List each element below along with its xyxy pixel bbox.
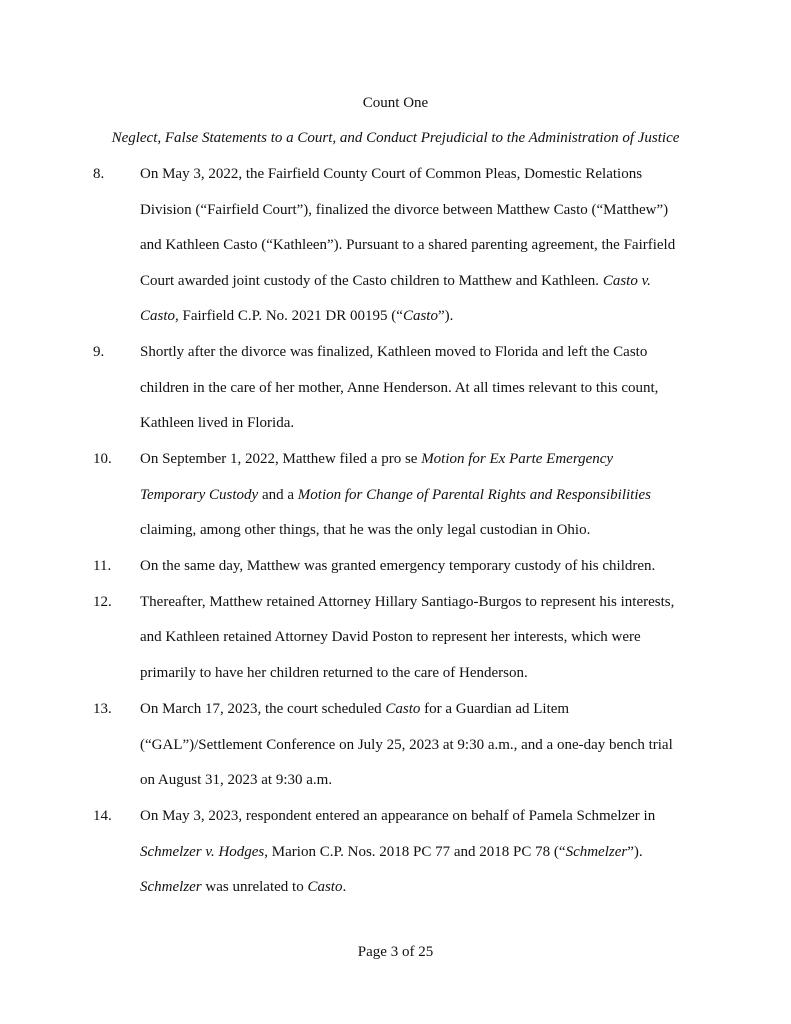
paragraph-line: and Kathleen retained Attorney David Poston to represent her interests, which were <box>140 629 641 645</box>
paragraph-line: primarily to have her children returned to the care of Henderson. <box>140 665 528 681</box>
paragraph-line: Division (“Fairfield Court”), finalized the divorce between Matthew Casto (“Matthew”) <box>140 202 669 218</box>
paragraph-line: Thereafter, Matthew retained Attorney Hillary Santiago-Burgos to represent his interests, <box>140 594 675 610</box>
count-subheading: Neglect, False Statements to a Court, and Conduct Prejudicial to the Administration of Justice <box>111 130 680 146</box>
count-heading: Count One <box>362 95 429 111</box>
paragraph-number: 8. <box>93 166 105 182</box>
paragraph-line: children in the care of her mother, Anne Henderson. At all times relevant to this count, <box>140 380 659 396</box>
paragraph-line: (“GAL”)/Settlement Conference on July 25, 2023 at 9:30 a.m., and a one-day bench trial <box>140 737 673 753</box>
paragraph-number: 14. <box>93 808 112 824</box>
paragraph-number: 9. <box>93 344 105 360</box>
paragraph-line: Temporary Custody and a Motion for Change of Parental Rights and Responsibilities <box>140 487 651 503</box>
paragraph-line: and Kathleen Casto (“Kathleen”). Pursuant to a shared parenting agreement, the Fairfield <box>140 237 676 253</box>
paragraph-line: On May 3, 2023, respondent entered an appearance on behalf of Pamela Schmelzer in <box>140 808 656 824</box>
page-number-footer: Page 3 of 25 <box>357 944 434 960</box>
paragraph-line: Schmelzer v. Hodges, Marion C.P. Nos. 2018 PC 77 and 2018 PC 78 (“Schmelzer”). <box>140 844 643 860</box>
paragraph-line: On the same day, Matthew was granted emergency temporary custody of his children. <box>140 558 656 574</box>
paragraph-line: Kathleen lived in Florida. <box>140 415 295 431</box>
paragraph-number: 10. <box>93 451 112 467</box>
paragraph-number: 11. <box>93 558 112 574</box>
paragraph-line: on August 31, 2023 at 9:30 a.m. <box>140 772 333 788</box>
paragraph-line: On March 17, 2023, the court scheduled Casto for a Guardian ad Litem <box>140 701 570 717</box>
paragraph-line: On May 3, 2022, the Fairfield County Court of Common Pleas, Domestic Relations <box>140 166 643 182</box>
paragraph-number: 13. <box>93 701 112 717</box>
paragraph-line: Casto, Fairfield C.P. No. 2021 DR 00195 (“Casto”). <box>140 308 454 324</box>
paragraph-number: 12. <box>93 594 112 610</box>
paragraph-line: Shortly after the divorce was finalized, Kathleen moved to Florida and left the Casto <box>140 344 648 360</box>
paragraph-line: Court awarded joint custody of the Casto children to Matthew and Kathleen. Casto v. <box>140 273 651 289</box>
paragraph-line: Schmelzer was unrelated to Casto. <box>140 879 347 895</box>
paragraph-line: claiming, among other things, that he was the only legal custodian in Ohio. <box>140 522 591 538</box>
paragraph-line: On September 1, 2022, Matthew filed a pro se Motion for Ex Parte Emergency <box>140 451 614 467</box>
